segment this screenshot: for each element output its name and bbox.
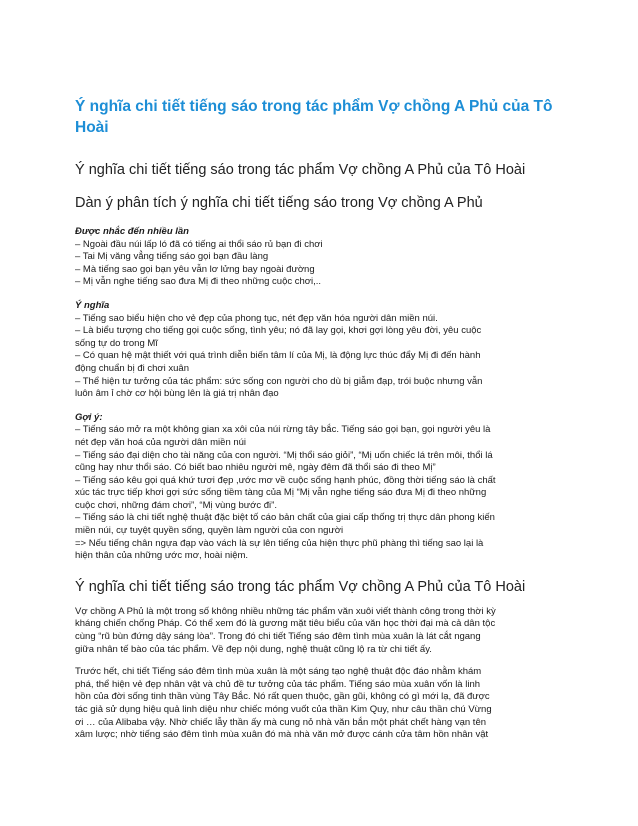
outline-sections xyxy=(75,226,578,563)
outline-section xyxy=(75,300,578,401)
essay-paragraph xyxy=(75,606,578,656)
section-line: – Là biểu tượng cho tiếng gọi cuộc sống, tình yêu; nó đã lay gọi, khơi gợi lòng yêu đời, yêu cuộc xyxy=(75,325,482,337)
section-line: nét đẹp văn hoá của người dân miền núi xyxy=(75,436,247,448)
section-line: – Tiếng sao biểu hiện cho vẻ đẹp của phong tục, nét đẹp văn hóa người dân miền núi. xyxy=(75,312,438,324)
outline-section xyxy=(75,412,578,563)
paragraph-line: cùng “rũ bùn đứng dậy sáng lòa”. Trong đó chi tiết Tiếng sáo đêm tình mùa xuân là lát cắt ngang xyxy=(75,631,481,643)
paragraph-line: xâm lược; nhờ tiếng sáo đêm tình mùa xuân đó mà nhà văn mở được cánh cửa tâm hồn nhân vật xyxy=(75,729,489,741)
section-line: – Ngoài đầu núi lấp ló đã có tiếng ai thổi sáo rủ bạn đi chơi xyxy=(75,238,323,250)
section-line: – Mà tiếng sao gọi bạn yêu vẫn lơ lửng bay ngoài đường xyxy=(75,263,315,275)
section-line: – Có quan hệ mật thiết với quá trình diễn biến tâm lí của Mị, là động lực thúc đẩy Mị đi đến hành xyxy=(75,350,481,362)
section-line: – Tai Mị văng vẳng tiếng sáo gọi bạn đầu làng xyxy=(75,251,269,263)
section-line: cuộc chơi, những đám chơi”, “Mị vùng bước đi”. xyxy=(75,499,277,511)
paragraph-line: Trước hết, chi tiết Tiếng sáo đêm tình mùa xuân là một sáng tạo nghệ thuật độc đáo nhằm khám xyxy=(75,666,482,678)
section-line: hiện thân của những ước mơ, hoài niệm. xyxy=(75,550,249,562)
essay-body xyxy=(75,606,578,742)
section-line: miền núi, cự tuyệt quyền sống, quyền làm người của con người xyxy=(75,525,344,537)
section-line: – Tiếng sáo mở ra một không gian xa xôi của núi rừng tây bắc. Tiếng sáo gọi bạn, gọi người yêu là xyxy=(75,424,491,436)
paragraph-line: Vợ chồng A Phủ là một trong số không nhiều những tác phẩm văn xuôi viết thành công trong thời kỳ xyxy=(75,605,496,617)
outline-section xyxy=(75,226,578,289)
section-line: động chuẩn bị đi chơi xuân xyxy=(75,362,189,374)
section-label: Gợi ý: xyxy=(75,411,103,423)
section-line: – Tiếng sáo kêu gọi quá khứ tươi đẹp ,ước mơ về cuộc sống hạnh phúc, đồng thời tiếng sáo là chất xyxy=(75,474,496,486)
section-line: sống tự do trong Mĩ xyxy=(75,337,158,349)
essay-paragraph xyxy=(75,666,578,742)
section-line: – Tiếng sáo là chi tiết nghệ thuật đặc biệt tố cáo bản chất của giai cấp thống trị thực dân phong kiến xyxy=(75,512,495,524)
section-label: Ý nghĩa xyxy=(75,299,110,311)
section-line: – Tiếng sáo đại diện cho tài năng của con người. “Mị thổi sáo giỏi”, “Mị uốn chiếc lá trên môi, thổi lá xyxy=(75,449,493,461)
section-line: cũng hay như thổi sáo. Có biết bao nhiêu người mê, ngày đêm đã thổi sáo đi theo Mị” xyxy=(75,462,436,474)
section-line: luôn âm ỉ chờ cơ hội bùng lên là giá trị nhân đạo xyxy=(75,388,279,400)
document-title: Ý nghĩa chi tiết tiếng sáo trong tác phẩm Vợ chồng A Phủ của Tô Hoài xyxy=(75,98,553,136)
paragraph-line: kháng chiến chống Pháp. Có thể xem đó là gương mặt tiêu biểu của văn học thời đại mà cả dân tộc xyxy=(75,618,496,630)
paragraph-line: phá, thể hiện vẻ đẹp nhân vật và chủ đề tư tưởng của tác phẩm. Tiếng sáo mùa xuân vốn là linh xyxy=(75,678,481,690)
section-line: – Thể hiện tư tưởng của tác phẩm: sức sống con người cho dù bị giẫm đạp, trói buộc nhưng vẫn xyxy=(75,375,483,387)
section-line: – Mị vẫn nghe tiếng sao đưa Mị đi theo những cuộc chơi,.. xyxy=(75,276,322,288)
paragraph-line: tác giả sử dụng hiệu quả linh diệu như chiếc móng vuốt của thần Kim Quy, như câu thần chú Vừng xyxy=(75,704,492,715)
paragraph-line: giữa nhân tế bào của tác phẩm. Về đẹp nội dung, nghệ thuật cũng lộ ra từ chi tiết ấy. xyxy=(75,643,432,655)
paragraph-line: ơi … của Alibaba vậy. Nhờ chiếc lẫy thần ấy mà cung nỏ nhà văn bắn một phát chết hàng vạn tên xyxy=(75,716,487,728)
heading-outline: Dàn ý phân tích ý nghĩa chi tiết tiếng sáo trong Vợ chồng A Phủ xyxy=(75,195,483,211)
heading-main: Ý nghĩa chi tiết tiếng sáo trong tác phẩm Vợ chồng A Phủ của Tô Hoài xyxy=(75,162,526,178)
paragraph-line: hồn của đời sống tinh thần vùng Tây Bắc. Nó rất quen thuộc, gần gũi, không có gì mới lạ, đã được xyxy=(75,691,490,703)
section-line: xúc tác trực tiếp khơi gợi sức sống tiềm tàng của Mị “Mị vẫn nghe tiếng sáo đưa Mị đi theo những xyxy=(75,487,487,499)
section-label: Được nhắc đến nhiều lần xyxy=(75,226,189,237)
heading-essay: Ý nghĩa chi tiết tiếng sáo trong tác phẩm Vợ chồng A Phủ của Tô Hoài xyxy=(75,578,526,595)
section-line: => Nếu tiếng chân ngựa đạp vào vách là sự lên tiếng của hiện thực phũ phàng thì tiếng sao lại là xyxy=(75,537,484,549)
